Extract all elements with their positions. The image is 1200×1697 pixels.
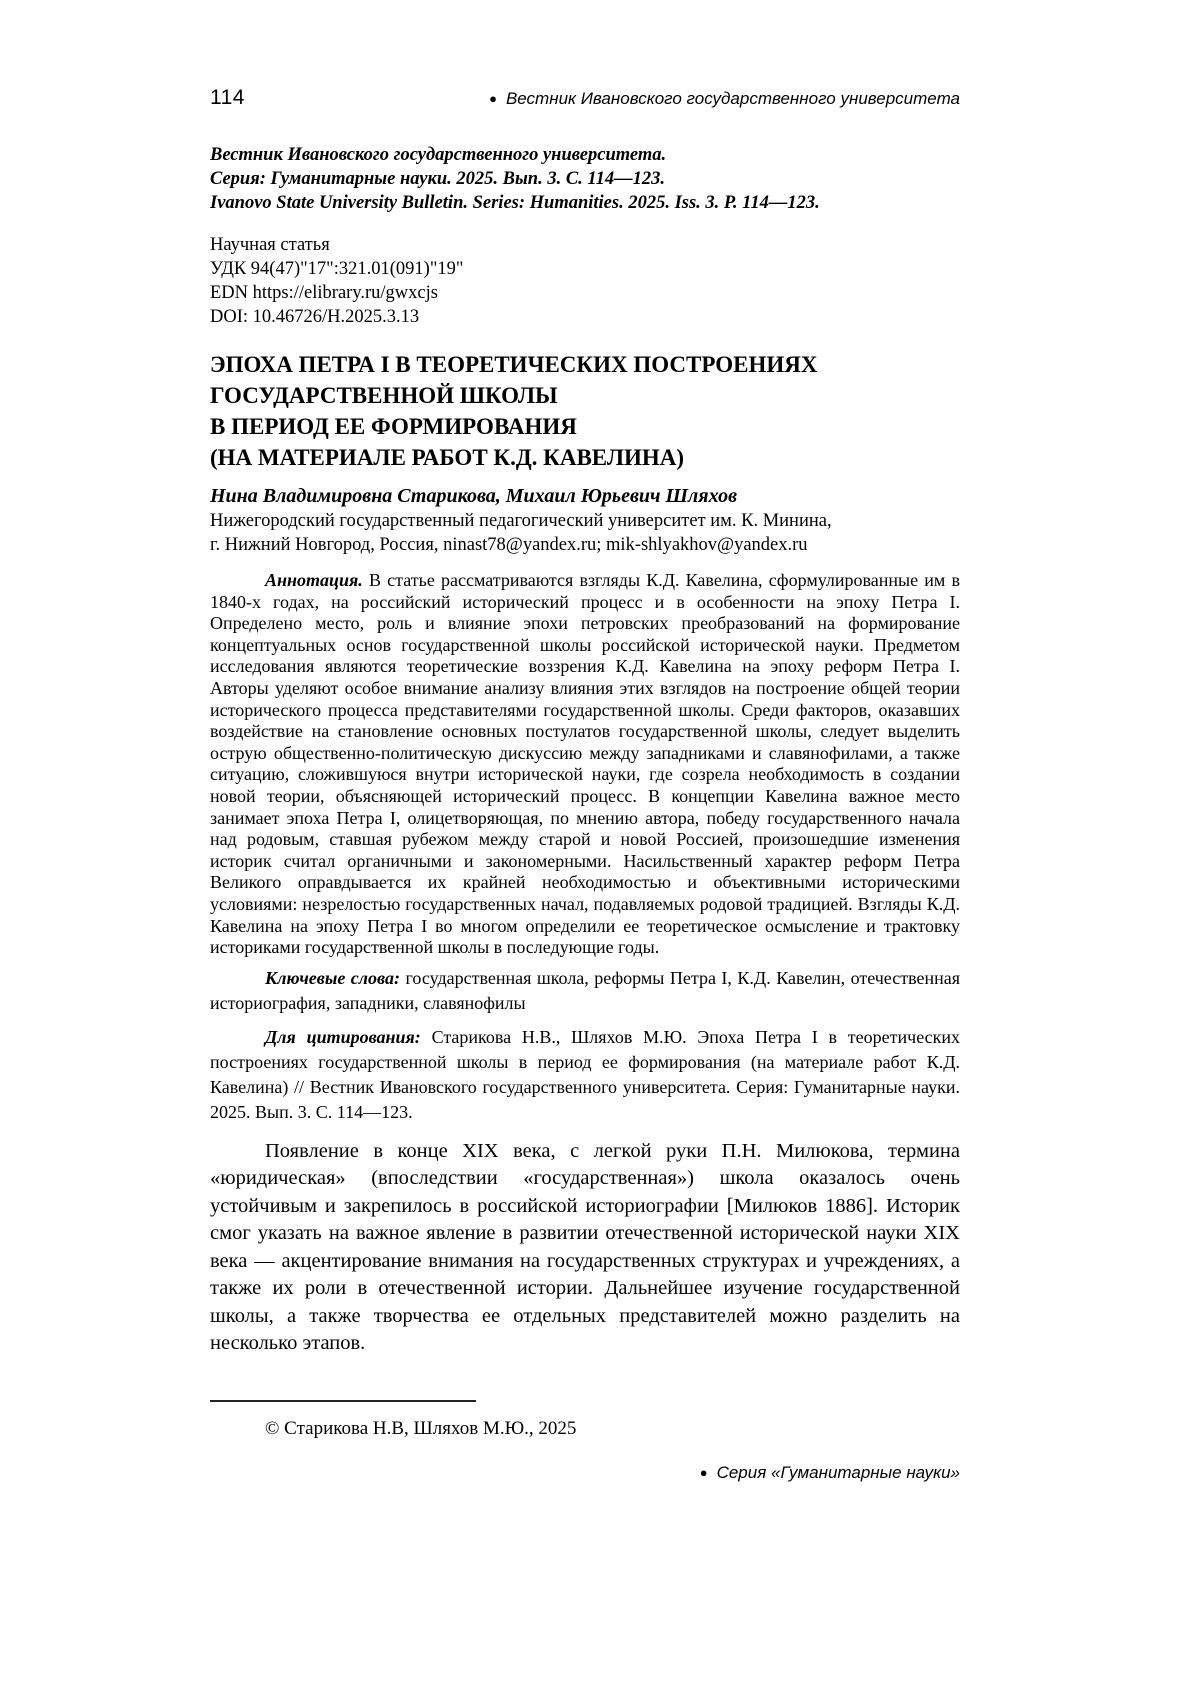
for-citation-paragraph	[210, 1025, 960, 1125]
affiliation-line2: г. Нижний Новгород, Россия, ninast78@yandex.ru; mik-shlyakhov@yandex.ru	[210, 535, 808, 555]
article-title-line3: В ПЕРИОД ЕЕ ФОРМИРОВАНИЯ	[210, 414, 577, 439]
authors-names: Нина Владимировна Старикова, Михаил Юрьевич Шляхов	[210, 485, 738, 507]
running-foot	[700, 1463, 960, 1482]
bullet-icon: ●	[489, 91, 497, 106]
affiliation-line1: Нижегородский государственный педагогический университет им. К. Минина,	[210, 511, 832, 531]
article-title-line1: ЭПОХА ПЕТРА I В ТЕОРЕТИЧЕСКИХ ПОСТРОЕНИЯХ	[210, 352, 818, 377]
running-foot-text: Серия «Гуманитарные науки»	[716, 1462, 960, 1482]
udc-code: УДК 94(47)"17":321.01(091)"19"	[210, 259, 464, 279]
article-title-line4: (НА МАТЕРИАЛЕ РАБОТ К.Д. КАВЕЛИНА)	[210, 445, 685, 470]
keywords-text: государственная школа, реформы Петра I, К.Д. Кавелин, отечественная историография, западники, славянофилы	[210, 967, 961, 1013]
keywords-paragraph	[210, 966, 960, 1016]
article-title-line2: ГОСУДАРСТВЕННОЙ ШКОЛЫ	[210, 383, 558, 408]
page-number: 114	[210, 86, 245, 109]
running-head-text: Вестник Ивановского государственного университета	[505, 89, 960, 108]
journal-citation-ru-line2: Серия: Гуманитарные науки. 2025. Вып. 3. С. 114—123.	[210, 169, 666, 189]
for-citation-label: Для цитирования:	[265, 1026, 421, 1047]
article-meta-block	[210, 233, 960, 329]
for-citation-text: Старикова Н.В., Шляхов М.Ю. Эпоха Петра I в теоретических построениях государственной школы в период ее формирования (на материале работ К.Д. Кавелина) // Вестник Ивановского государственного университета. Серия: Гуманитарные науки. 2025. Вып. 3. С. 114—123.	[210, 1026, 961, 1122]
copyright-notice: © Старикова Н.В, Шляхов М.Ю., 2025	[265, 1417, 577, 1439]
body-paragraph-1: Появление в конце XIX века, с легкой руки П.Н. Милюкова, термина «юридическая» (впоследствии «государственная») школа оказалось очень устойчивым и закрепилось в российской историографии [Милюков 1886]. Историк смог указать на важное явление в развитии отечественной исторической науки XIX века — акцентирование внимания на государственных структурах и учреждениях, а также их роли в отечественной истории. Дальнейшее изучение государственной школы, а также творчества ее отдельных представителей можно разделить на несколько этапов.	[210, 1139, 960, 1355]
keywords-label: Ключевые слова:	[265, 967, 400, 988]
doi-link: DOI: 10.46726/H.2025.3.13	[210, 307, 420, 327]
article-type: Научная статья	[210, 235, 330, 255]
bullet-icon: ●	[699, 1464, 708, 1480]
abstract-label: Аннотация.	[265, 570, 363, 590]
footnote-rule	[210, 1400, 476, 1402]
page-header	[210, 86, 960, 110]
journal-citation-ru-line1: Вестник Ивановского государственного университета.	[210, 145, 667, 165]
journal-citation-block	[210, 143, 960, 215]
page-footer	[210, 1463, 960, 1483]
authors-affiliation	[210, 509, 960, 557]
abstract-paragraph	[210, 570, 960, 959]
abstract-text: В статье рассматриваются взгляды К.Д. Кавелина, сформулированные им в 1840-х годах, на российский исторический процесс и в особенности на эпоху Петра I. Определено место, роль и влияние эпохи петровских преобразований на формирование концептуальных основ государственной школы российской исторической науки. Предметом исследования являются теоретические воззрения К.Д. Кавелина на эпоху реформ Петра I. Авторы уделяют особое внимание анализу влияния этих взглядов на построение общей теории исторического процесса представителями государственной школы. Среди факторов, оказавших воздействие на становление основных постулатов государственной школы, следует выделить острую общественно-политическую дискуссию между западниками и славянофилами, а также ситуацию, сложившуюся внутри исторической науки, где созрела необходимость в создании новой теории, объясняющей исторический процесс. В концепции Кавелина важное место занимает эпоха Петра I, олицетворяющая, по мнению автора, победу государственного начала над родовым, ставшая рубежом между старой и новой Россией, произошедшие изменения историк считал органичными и закономерными. Насильственный характер реформ Петра Великого оправдывается их крайней необходимостью и объективными историческими условиями: незрелостью государственных начал, подавляемых родовой традицией. Взгляды К.Д. Кавелина на эпоху Петра I во многом определили ее теоретическое осмысление и трактовку историками государственной школы в последующие годы.	[210, 570, 960, 958]
edn-link: EDN https://elibrary.ru/gwxcjs	[210, 283, 438, 303]
journal-citation-en: Ivanovo State University Bulletin. Series: Humanities. 2025. Iss. 3. P. 114—123.	[210, 193, 820, 213]
article-title	[210, 349, 960, 473]
running-head	[489, 89, 960, 109]
